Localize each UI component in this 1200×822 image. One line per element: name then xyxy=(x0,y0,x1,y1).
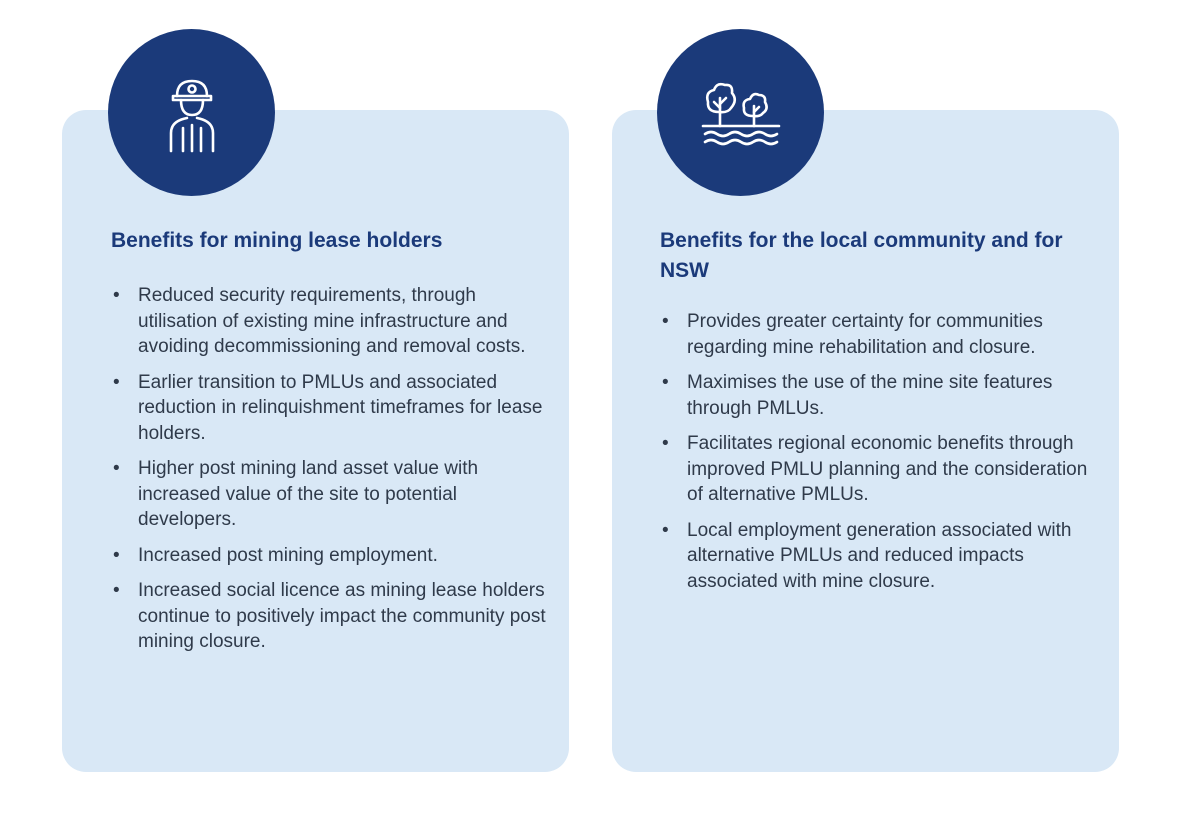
list-item xyxy=(660,518,1100,595)
list-item xyxy=(111,578,551,655)
list-item-text: Increased post mining employment. xyxy=(138,544,438,566)
lease-holders-icon-badge xyxy=(108,29,275,196)
worker-hardhat-icon xyxy=(157,73,227,153)
bullet-marker: • xyxy=(113,544,120,566)
bullet-marker: • xyxy=(113,371,120,393)
community-title: Benefits for the local community and for NSW xyxy=(660,229,1063,282)
list-item-text: Increased social licence as mining lease holders continue to positively impact the community post mining closure. xyxy=(138,580,546,652)
community-icon-badge xyxy=(657,29,824,196)
bullet-marker: • xyxy=(662,372,669,393)
list-item-text: Facilitates regional economic benefits through improved PMLU planning and the consideration of alternative PMLUs. xyxy=(687,433,1088,505)
lease-holders-title: Benefits for mining lease holders xyxy=(111,229,443,252)
trees-water-icon xyxy=(699,78,783,148)
list-item xyxy=(111,456,551,533)
list-item xyxy=(111,283,551,360)
list-item xyxy=(111,543,551,569)
community-benefits-list xyxy=(660,309,1100,604)
bullet-marker: • xyxy=(113,580,120,601)
list-item-text: Maximises the use of the mine site features through PMLUs. xyxy=(687,372,1053,419)
list-item xyxy=(111,370,551,447)
list-item xyxy=(660,431,1100,508)
list-item-text: Reduced security requirements, through utilisation of existing mine infrastructure and avoiding decommissioning and removal costs. xyxy=(138,285,526,357)
lease-holders-benefits-list xyxy=(111,283,551,665)
list-item-text: Higher post mining land asset value with increased value of the site to potential developers. xyxy=(138,458,479,530)
bullet-marker: • xyxy=(662,311,669,332)
list-item-text: Local employment generation associated with alternative PMLUs and reduced impacts associated with mine closure. xyxy=(687,519,1072,592)
bullet-marker: • xyxy=(662,433,669,454)
bullet-marker: • xyxy=(662,519,669,541)
list-item-text: Earlier transition to PMLUs and associated reduction in relinquishment timeframes for lease holders. xyxy=(138,371,543,444)
list-item-text: Provides greater certainty for communities regarding mine rehabilitation and closure. xyxy=(687,311,1043,358)
list-item xyxy=(660,370,1100,421)
list-item xyxy=(660,309,1100,360)
bullet-marker: • xyxy=(113,285,120,306)
bullet-marker: • xyxy=(113,458,120,479)
